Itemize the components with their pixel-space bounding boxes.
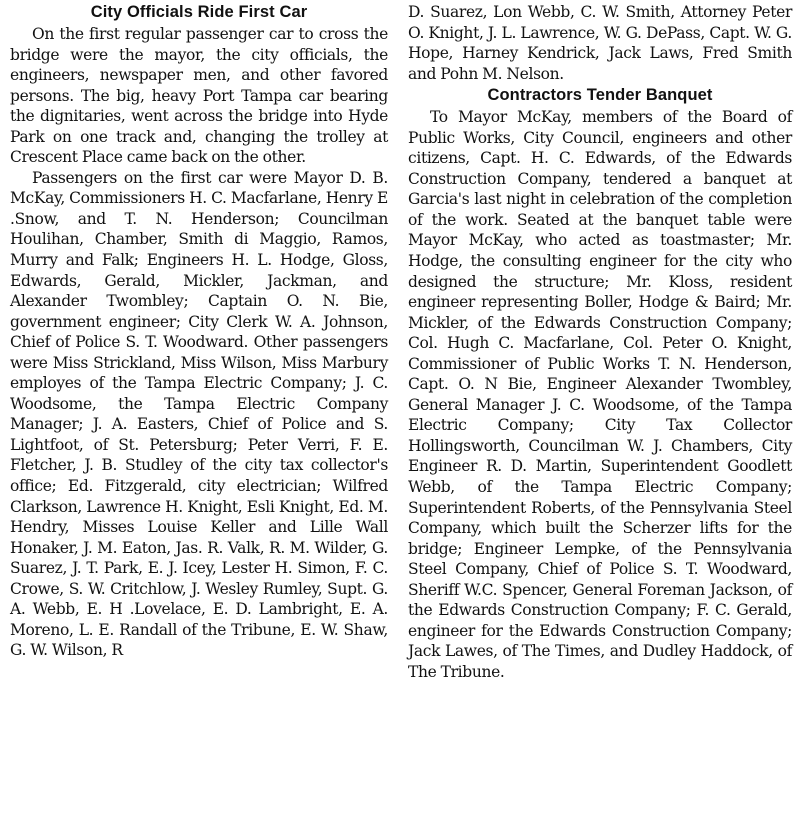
right-column <box>408 0 792 683</box>
headline-city-officials: City Officials Ride First Car <box>90 3 308 21</box>
article-paragraph: Passengers on the first car were Mayor D. B. McKay, Commissioners H. C. Macfarlane, Henry E .Snow, and T. N. Henderson; Councilman Houlihan, Chamber, Smith di Maggio, Ramos, Murry and Falk; Engineers H. L. Hodge, Gloss, Edwards, Gerald, Mickler, Jackman, and Alexander Twombley; Captain O. N. Bie, government engineer; City Clerk W. A. Johnson, Chief of Police S. T. Woodward. Other passengers were Miss Strickland, Miss Wilson, Miss Marbury employes of the Tampa Electric Company; J. C. Woodsome, the Tampa Electric Company Manager; J. A. Easters, Chief of Police and S. Lightfoot, of St. Petersburg; Peter Verri, F. E. Fletcher, J. B. Studley of the city tax collector's office; Ed. Fitzgerald, city electrician; Wilfred Clarkson, Lawrence H. Knight, Esli Knight, Ed. M. Hendry, Misses Louise Keller and Lille Wall Honaker, J. M. Eaton, Jas. R. Valk, R. M. Wilder, G. Suarez, J. T. Park, E. J. Icey, Lester H. Simon, F. C. Crowe, S. W. Critchlow, J. Wesley Rumley, Supt. G. A. Webb, E. H .Lovelace, E. D. Lambright, E. A. Moreno, L. E. Randall of the Tribune, E. W. Shaw, G. W. Wilson, R <box>10 168 388 660</box>
headline-contractors-banquet: Contractors Tender Banquet <box>487 86 713 105</box>
article-paragraph: On the first regular passenger car to cross the bridge were the mayor, the city officials, the engineers, newspaper men, and other favored persons. The big, heavy Port Tampa car bearing the dignitaries, went across the bridge into Hyde Park on one track and, changing the trolley at Crescent Place came back on the other. <box>10 25 388 167</box>
continued-paragraph: D. Suarez, Lon Webb, C. W. Smith, Attorney Peter O. Knight, J. L. Lawrence, W. G. DePass, Capt. W. G. Hope, Harney Kendrick, Jack Laws, Fred Smith and Pohn M. Nelson. <box>408 3 792 83</box>
left-column <box>10 0 388 661</box>
article-paragraph: To Mayor McKay, members of the Board of Public Works, City Council, engineers and other citizens, Capt. H. C. Edwards, of the Edwards Construction Company, tendered a banquet at Garcia's last night in celebration of the completion of the work. Seated at the banquet table were Mayor McKay, who acted as toastmaster; Mr. Hodge, the consulting engineer for the city who designed the structure; Mr. Kloss, resident engineer representing Boller, Hodge & Baird; Mr. Mickler, of the Edwards Construction Company; Col. Hugh C. Macfarlane, Col. Peter O. Knight, Commissioner of Public Works T. N. Henderson, Capt. O. N Bie, Engineer Alexander Twombley, General Manager J. C. Woodsome, of the Tampa Electric Company; City Tax Collector Hollingsworth, Councilman W. J. Chambers, City Engineer R. D. Martin, Superintendent Goodlett Webb, of the Tampa Electric Company; Superintendent Roberts, of the Pennsylvania Steel Company, which built the Scherzer lifts for the bridge; Engineer Lempke, of the Pennsylvania Steel Company, Chief of Police S. T. Woodward, Sheriff W.C. Spencer, General Foreman Jackson, of the Edwards Construction Company; F. C. Gerald, engineer for the Edwards Construction Company; Jack Lawes, of The Times, and Dudley Haddock, of The Tribune. <box>408 108 792 681</box>
